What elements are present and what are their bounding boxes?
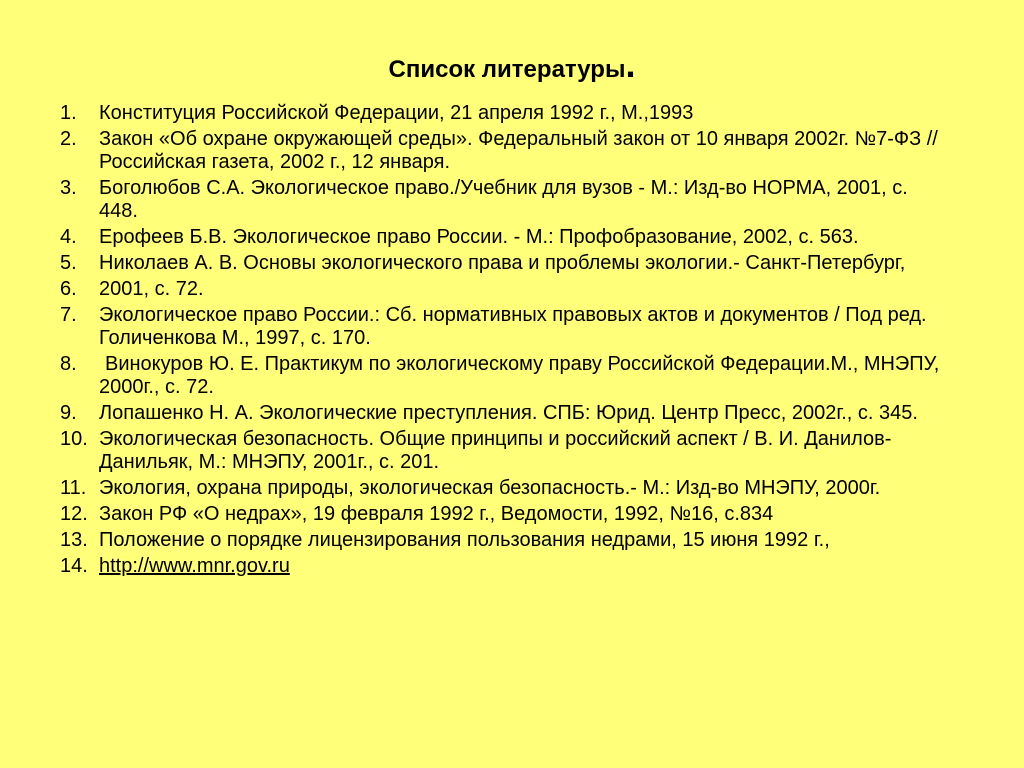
reference-item (60, 177, 960, 223)
reference-number: 8. (60, 353, 77, 375)
reference-number: 6. (60, 278, 77, 300)
reference-item (60, 529, 960, 552)
reference-text: Закон РФ «О недрах», 19 февраля 1992 г., Ведомости, 1992, №16, с.834 (99, 503, 774, 525)
reference-number: 4. (60, 226, 77, 248)
reference-text: Закон «Об охране окружающей среды». Федеральный закон от 10 января 2002г. №7-ФЗ //Российская газета, 2002 г., 12 января. (99, 128, 938, 173)
reference-item (60, 102, 960, 125)
reference-number: 11. (60, 477, 87, 499)
reference-item (60, 128, 960, 174)
reference-text-content: Винокуров Ю. Е. Практикум по экологическому праву Российской Федерации.М., МНЭПУ, 2000г., с. 72. (99, 353, 940, 398)
reference-item (60, 304, 960, 350)
reference-text: Экология, охрана природы, экологическая безопасность.- М.: Изд-во МНЭПУ, 2000г. (99, 477, 881, 499)
reference-number: 1. (60, 102, 77, 124)
reference-text: Лопашенко Н. А. Экологические преступления. СПБ: Юрид. Центр Пресс, 2002г., с. 345. (99, 402, 918, 424)
reference-text: Положение о порядке лицензирования пользования недрами, 15 июня 1992 г., (99, 529, 830, 551)
reference-item (60, 226, 960, 249)
reference-item (60, 252, 960, 275)
reference-number: 9. (60, 402, 77, 424)
reference-text: Экологическое право России.: Сб. нормативных правовых актов и документов / Под ред. Голиченкова М., 1997, с. 170. (99, 304, 927, 349)
reference-number: 3. (60, 177, 77, 199)
reference-item (60, 503, 960, 526)
reference-item (60, 278, 960, 301)
slide-title (0, 44, 1024, 88)
slide-title-dot: . (625, 44, 636, 85)
reference-list (60, 102, 960, 581)
reference-text: Ерофеев Б.В. Экологическое право России. - М.: Профобразование, 2002, с. 563. (99, 226, 859, 248)
reference-text: Конституция Российской Федерации, 21 апреля 1992 г., М.,1993 (99, 102, 694, 124)
reference-text: Экологическая безопасность. Общие принципы и российский аспект / В. И. Данилов-Данильяк, М.: МНЭПУ, 2001г., с. 201. (99, 428, 892, 473)
reference-number: 5. (60, 252, 77, 274)
reference-number: 14. (60, 555, 88, 577)
reference-item (60, 555, 960, 578)
reference-number: 12. (60, 503, 88, 525)
slide-title-text: Список литературы (388, 56, 626, 83)
reference-text: Боголюбов С.А. Экологическое право./Учебник для вузов - М.: Изд-во НОРМА, 2001, с. 448. (99, 177, 908, 222)
reference-number: 13. (60, 529, 88, 551)
reference-number: 7. (60, 304, 77, 326)
reference-item (60, 477, 960, 500)
reference-text: 2001, с. 72. (99, 278, 204, 300)
reference-item (60, 402, 960, 425)
reference-text (99, 555, 940, 578)
reference-item (60, 428, 960, 474)
reference-number: 2. (60, 128, 77, 150)
reference-text (99, 353, 940, 399)
reference-item (60, 353, 960, 399)
reference-text: Николаев А. В. Основы экологического права и проблемы экологии.- Санкт-Петербург, (99, 252, 906, 274)
reference-link[interactable]: http://www.mnr.gov.ru (99, 555, 290, 577)
reference-number: 10. (60, 428, 88, 450)
